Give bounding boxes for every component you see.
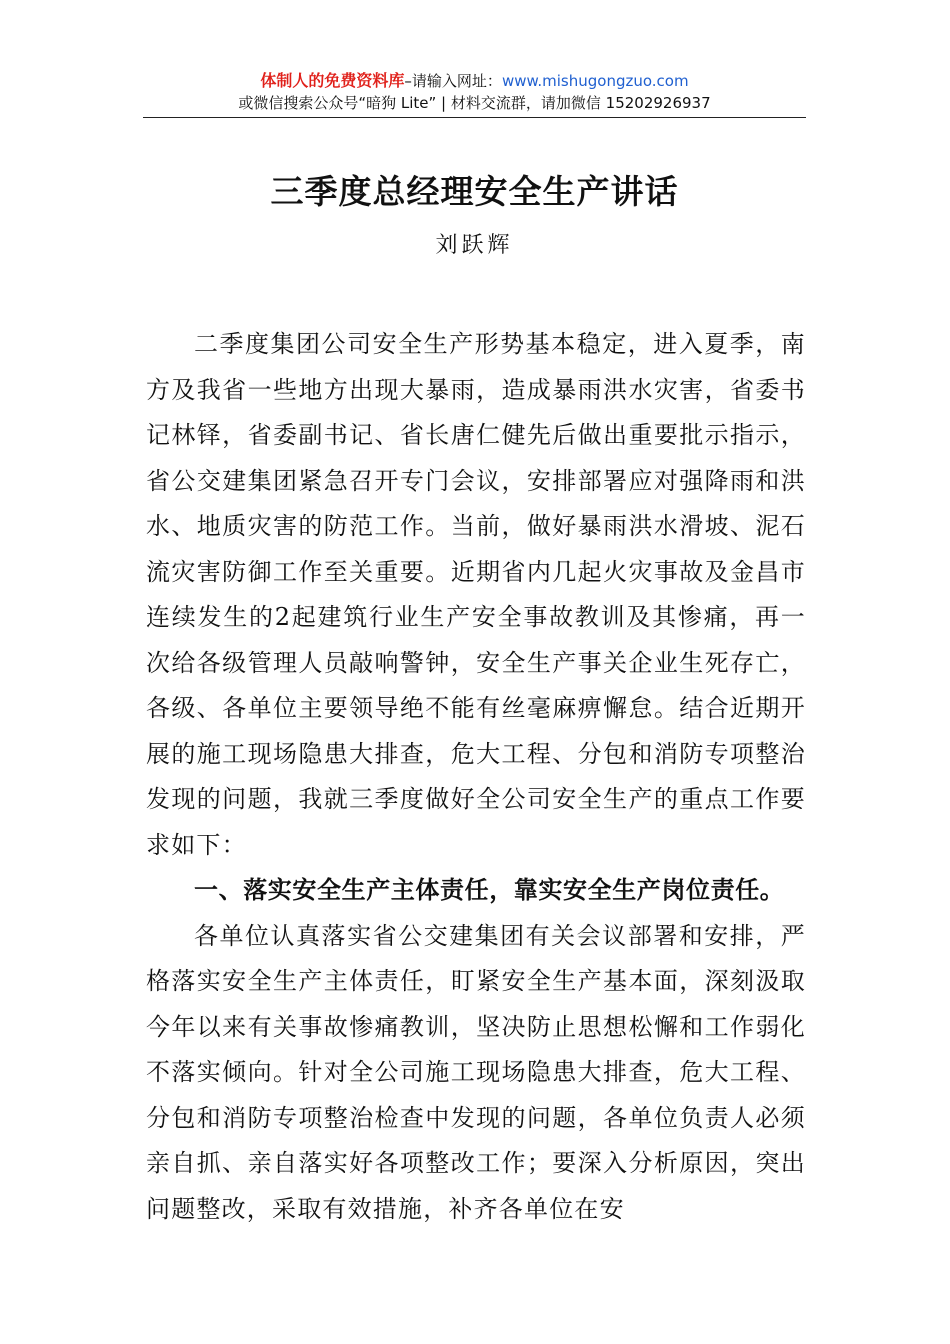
document-title: 三季度总经理安全生产讲话 bbox=[270, 172, 679, 211]
header-brand: 体制人的免费资料库 bbox=[260, 71, 405, 90]
header-divider bbox=[143, 117, 806, 118]
body-paragraph-1: 二季度集团公司安全生产形势基本稳定，进入夏季，南方及我省一些地方出现大暴雨，造成暴雨洪水灾害，省委书记林铎，省委副书记、省长唐仁健先后做出重要批示指示，省公交建集团紧急召开专门会议，安排部署应对强降雨和洪水、地质灾害的防范工作。当前，做好暴雨洪水滑坡、泥石流灾害防御工作至关重要。近期省内几起火灾事故及金昌市连续发生的2起建筑行业生产安全事故教训及其惨痛，再一次给各级管理人员敲响警钟，安全生产事关企业生死存亡，各级、各单位主要领导绝不能有丝毫麻痹懈怠。结合近期开展的施工现场隐患大排查，危大工程、分包和消防专项整治发现的问题，我就三季度做好全公司安全生产的重点工作要求如下： bbox=[146, 330, 806, 859]
header-prompt: –请输入网址： bbox=[404, 72, 502, 90]
document-body bbox=[146, 322, 806, 1232]
document-author: 刘跃辉 bbox=[435, 233, 514, 258]
page-header bbox=[143, 70, 806, 114]
header-url-link[interactable]: www.mishugongzuo.com bbox=[501, 72, 689, 90]
section-heading-1: 一、落实安全生产主体责任，靠实安全生产岗位责任。 bbox=[194, 876, 785, 904]
header-line-1 bbox=[143, 70, 806, 92]
body-paragraph-2: 各单位认真落实省公交建集团有关会议部署和安排，严格落实安全生产主体责任，盯紧安全生产基本面，深刻汲取今年以来有关事故惨痛教训，坚决防止思想松懈和工作弱化不落实倾向。针对全公司施工现场隐患大排查，危大工程、分包和消防专项整治检查中发现的问题，各单位负责人必须亲自抓、亲自落实好各项整改工作；要深入分析原因，突出问题整改，采取有效措施，补齐各单位在安 bbox=[146, 921, 806, 1223]
header-line-2: 或微信搜索公众号“暗狗 Lite” | 材料交流群，请加微信 15202926937 bbox=[238, 94, 711, 112]
